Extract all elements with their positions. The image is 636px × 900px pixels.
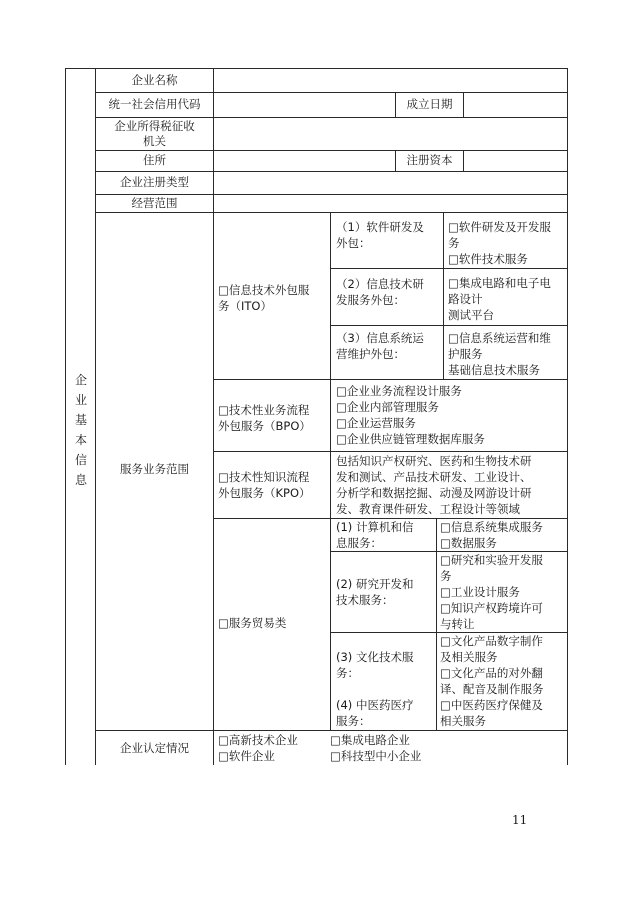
row-line (330, 551, 568, 552)
trade-sub3-item-4: 译、配音及制作服务 (440, 682, 544, 696)
bpo-label-1: □技术性业务流程 (218, 403, 310, 417)
row-line (95, 730, 568, 731)
ito-label-1: □信息技术外包服 (218, 283, 310, 297)
row-line (95, 92, 568, 93)
label-business-scope: 经营范围 (131, 196, 178, 210)
cert-option-sme[interactable]: □科技型中小企业 (330, 749, 422, 763)
trade-sub2-item-1: □研究和实验开发服 (440, 553, 543, 567)
ito-sub3-item-3: 基础信息技术服务 (448, 363, 540, 377)
ito-sub1-item-2: 务 (448, 236, 460, 250)
cert-option-high-tech[interactable]: □高新技术企业 (218, 733, 298, 747)
bpo-item-1: □企业业务流程设计服务 (336, 384, 462, 398)
label-tax-authority-2: 机关 (143, 134, 166, 148)
bpo-item-3: □企业运营服务 (336, 416, 416, 430)
row-line (213, 451, 568, 452)
row-line (213, 379, 568, 380)
ito-item-divider (443, 212, 444, 379)
trade-sub4-item-1: □中医药医疗保健及 (440, 698, 543, 712)
section-label: 企 业 基 本 信 息 (74, 373, 87, 487)
trade-sub2-item-2: 务 (440, 569, 452, 583)
label-credit-code: 统一社会信用代码 (108, 97, 201, 111)
ito-sub2-item-2: 路设计 (448, 292, 483, 306)
trade-sub3-label-2: 务： (336, 666, 359, 680)
ito-sub2-label-1: （2）信息技术研 (336, 277, 424, 291)
label-registration-type: 企业注册类型 (120, 175, 189, 189)
row-line (95, 212, 568, 213)
row-line (95, 117, 568, 118)
kpo-text-3: 分析学和数据挖掘、动漫及网游设计研 (336, 486, 532, 500)
trade-sub3-item-2: 及相关服务 (440, 650, 498, 664)
bpo-item-2: □企业内部管理服务 (336, 400, 439, 414)
label-tax-authority-1: 企业所得税征收 (114, 119, 195, 133)
trade-sub3-item-1: □文化产品数字制作 (440, 634, 543, 648)
table-border-left (65, 68, 66, 765)
kpo-label-1: □技术性知识流程 (218, 470, 310, 484)
label-col-divider (213, 68, 214, 765)
ito-sub1-item-3: □软件技术服务 (448, 252, 528, 266)
cell-divider (463, 150, 464, 171)
ito-sub3-label-2: 营维护外包： (336, 347, 405, 361)
page-number: 11 (512, 813, 528, 827)
label-registered-capital: 注册资本 (406, 153, 453, 167)
trade-sub3-item-3: □文化产品的对外翻 (440, 666, 543, 680)
trade-sub1-item-2: □数据服务 (440, 536, 497, 550)
trade-sub1-label-1: (1) 计算机和信 (336, 520, 414, 534)
trade-sub2-item-4: □知识产权跨境许可 (440, 601, 543, 615)
ito-sub2-label-2: 发服务外包： (336, 293, 405, 307)
label-established-date: 成立日期 (406, 97, 453, 111)
trade-sub1-label-2: 息服务： (336, 536, 382, 550)
trade-sub3-label-1: (3) 文化技术服 (336, 650, 414, 664)
row-line (330, 325, 568, 326)
label-company-name: 企业名称 (131, 73, 178, 87)
kpo-label-2: 外包服务（KPO） (218, 486, 311, 500)
cert-option-ic[interactable]: □集成电路企业 (330, 733, 410, 747)
trade-sub4-label-1: (4) 中医药医疗 (336, 698, 414, 712)
bpo-label-2: 外包服务（BPO） (218, 419, 311, 433)
table-border-top (65, 68, 568, 69)
table-border-right (567, 68, 568, 765)
row-line (330, 268, 568, 269)
trade-item-divider (436, 518, 437, 730)
trade-sub2-label-2: 技术服务： (336, 593, 394, 607)
ito-sub3-label-1: （3）信息系统运 (336, 331, 424, 345)
row-line (330, 632, 568, 633)
bpo-item-4: □企业供应链管理数据库服务 (336, 432, 485, 446)
trade-sub4-label-2: 服务： (336, 714, 371, 728)
ito-sub3-item-1: □信息系统运营和维 (448, 331, 551, 345)
label-certification: 企业认定情况 (120, 741, 189, 755)
trade-sub1-item-1: □信息系统集成服务 (440, 520, 543, 534)
kpo-text-2: 发和测试、产品技术研发、工业设计、 (336, 470, 532, 484)
ito-sub1-label-2: 外包： (336, 236, 371, 250)
label-service-scope: 服务业务范围 (120, 462, 189, 476)
ito-sub2-item-1: □集成电路和电子电 (448, 276, 551, 290)
kpo-text-4: 发、教育课件研发、工程设计等领域 (336, 502, 520, 516)
ito-sub1-label-1: （1）软件研发及 (336, 220, 424, 234)
trade-sub2-label-1: (2) 研究开发和 (336, 577, 414, 591)
trade-sub4-item-2: 相关服务 (440, 714, 486, 728)
cert-option-software[interactable]: □软件企业 (218, 749, 275, 763)
ito-sub3-item-2: 护服务 (448, 347, 483, 361)
section-divider (95, 68, 96, 765)
trade-sub2-item-3: □工业设计服务 (440, 585, 520, 599)
label-address: 住所 (143, 153, 166, 167)
row-line (95, 194, 568, 195)
trade-label: □服务贸易类 (218, 616, 287, 630)
ito-sub2-item-3: 测试平台 (448, 308, 494, 322)
bpo-kpo-divider (330, 379, 331, 518)
trade-sub2-item-5: 与转让 (440, 617, 475, 631)
ito-sub-divider (330, 212, 331, 379)
ito-sub1-item-1: □软件研发及开发服 (448, 220, 551, 234)
row-line (213, 518, 568, 519)
ito-label-2: 务（ITO） (218, 299, 272, 313)
row-line (95, 150, 568, 151)
row-line (95, 171, 568, 172)
kpo-text-1: 包括知识产权研究、医药和生物技术研 (336, 454, 532, 468)
trade-sub-divider (330, 518, 331, 730)
cell-divider (463, 92, 464, 117)
